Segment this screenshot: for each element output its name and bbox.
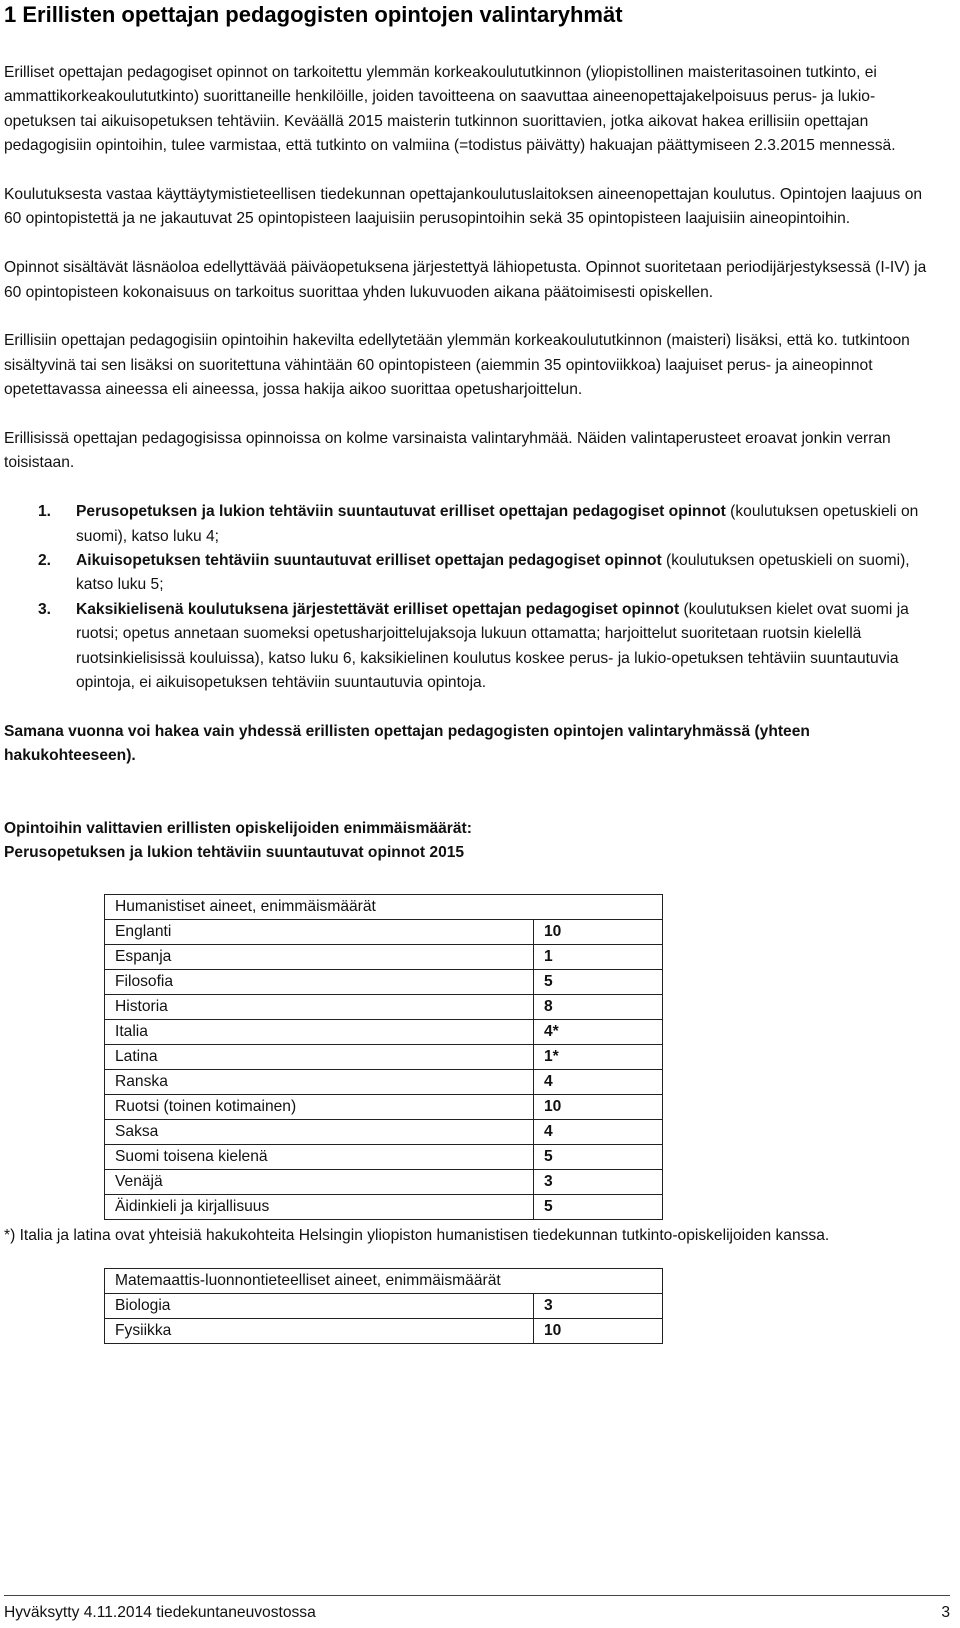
table-row (105, 1094, 663, 1119)
page-number: 3 (941, 1604, 950, 1621)
count-cell: 5 (534, 969, 663, 994)
table-header-row (105, 1268, 663, 1293)
table-row (105, 1169, 663, 1194)
humanities-quota-table (104, 894, 663, 1220)
subject-cell: Biologia (105, 1293, 534, 1318)
quota-heading-line-2: Perusopetuksen ja lukion tehtäviin suuntautuvat opinnot 2015 (4, 844, 465, 862)
group-description: (koulutuksen opetuskieli on suomi), katso luku 4; (76, 503, 919, 545)
group-name: Kaksikielisenä koulutuksena järjestettävät erilliset opettajan pedagogiset opinnot (76, 600, 680, 618)
group-name: Aikuisopetuksen tehtäviin suuntautuvat erilliset opettajan pedagogiset opinnot (76, 552, 662, 570)
table-row (105, 994, 663, 1019)
table-row (105, 1194, 663, 1219)
list-number: 1. (38, 503, 52, 521)
group-description: (koulutuksen kielet ovat suomi ja ruotsi; opetus annetaan suomeksi opetusharjoittelujaksoja lukuun ottamatta; harjoittelut suoritetaan ruotsin kielellä ruotsinkielisissä kouluissa), katso luku 6, kaksikielinen koulutus koskee perus- ja lukio-opetuksen tehtäviin suuntautuvia opintoja, ei aikuisopetuksen tehtäviin suuntautuvia opintoja. (76, 600, 909, 692)
table-row (105, 1044, 663, 1069)
count-cell: 10 (534, 919, 663, 944)
subject-cell: Filosofia (105, 969, 534, 994)
paragraph: Opinnot sisältävät läsnäoloa edellyttävää päiväopetuksena järjestettyä lähiopetusta. Opinnot suoritetaan periodijärjestyksessä (I-IV) ja 60 opintopisteen kokonaisuus on tarkoitus suorittaa yhden lukuvuoden aikana päätoimisesti opiskellen. (4, 259, 927, 301)
paragraph: Koulutuksesta vastaa käyttäytymistieteellisen tiedekunnan opettajankoulutuslaitoksen aineenopettajan koulutus. Opintojen laajuus on 60 opintopistettä ja ne jakautuvat 25 opintopisteen laajuisiin perusopintoihin sekä 35 opintopisteen laajuisiin aineopintoihin. (4, 186, 923, 228)
group-name: Perusopetuksen ja lukion tehtäviin suuntautuvat erilliset opettajan pedagogiset opinnot (76, 503, 726, 521)
table-row (105, 969, 663, 994)
table-row (105, 1293, 663, 1318)
list-number: 2. (38, 552, 52, 570)
document-body (4, 61, 939, 1344)
table-row (105, 1318, 663, 1343)
selection-group-list (4, 500, 939, 695)
application-note: Samana vuonna voi hakea vain yhdessä erillisten opettajan pedagogisten opintojen valintaryhmässä (yhteen hakukohteeseen). (4, 722, 810, 765)
count-cell: 4* (534, 1019, 663, 1044)
count-cell: 8 (534, 994, 663, 1019)
paragraph: Erillisiin opettajan pedagogisiin opintoihin hakevilta edellytetään ylemmän korkeakoulututkinnon (maisteri) lisäksi, että ko. tutkintoon sisältyvinä tai sen lisäksi on suoritettuna vähintään 60 opintopisteen (aiemmin 35 opintoviikkoa) laajuiset perus- ja aineopinnot opetettavassa aineessa eli aineessa, jossa hakija aikoo suorittaa opetusharjoittelun. (4, 332, 910, 399)
table-row (105, 919, 663, 944)
count-cell: 5 (534, 1194, 663, 1219)
list-item (4, 500, 939, 549)
section-title: 1 Erillisten opettajan pedagogisten opintojen valintaryhmät (4, 2, 623, 27)
subject-cell: Fysiikka (105, 1318, 534, 1343)
table-header: Matemaattis-luonnontieteelliset aineet, enimmäismäärät (105, 1268, 663, 1293)
subject-cell: Ruotsi (toinen kotimainen) (105, 1094, 534, 1119)
subject-cell: Äidinkieli ja kirjallisuus (105, 1194, 534, 1219)
table-header-row (105, 894, 663, 919)
count-cell: 5 (534, 1144, 663, 1169)
subject-cell: Englanti (105, 919, 534, 944)
count-cell: 4 (534, 1069, 663, 1094)
subject-cell: Venäjä (105, 1169, 534, 1194)
approval-note: Hyväksytty 4.11.2014 tiedekuntaneuvostossa (4, 1604, 316, 1621)
table-row (105, 1019, 663, 1044)
quota-heading-line-1: Opintoihin valittavien erillisten opiskelijoiden enimmäismäärät: (4, 819, 472, 837)
page-footer (4, 1595, 950, 1622)
table-row (105, 944, 663, 969)
subject-cell: Espanja (105, 944, 534, 969)
science-quota-table (104, 1268, 663, 1344)
list-item (4, 598, 939, 696)
table-row (105, 1119, 663, 1144)
count-cell: 1 (534, 944, 663, 969)
count-cell: 1* (534, 1044, 663, 1069)
subject-cell: Latina (105, 1044, 534, 1069)
subject-cell: Ranska (105, 1069, 534, 1094)
subject-cell: Suomi toisena kielenä (105, 1144, 534, 1169)
list-number: 3. (38, 600, 52, 618)
paragraph: Erilliset opettajan pedagogiset opinnot on tarkoitettu ylemmän korkeakoulututkinnon (yliopistollinen maisteritasoinen tutkinto, ei ammattikorkeakoulututkinto) suorittaneille henkilöille, joiden tavoitteena on saavuttaa aineenopettajakelpoisuus perus- ja lukio-opetuksen tai aikuisopetuksen tehtäviin. Keväällä 2015 maisterin tutkinnon suorittavien, jotka aikovat hakea erillisiin opettajan pedagogisiin opintoihin, tulee varmistaa, että tutkinto on valmiina (=todistus päivätty) hakuajan päättymiseen 2.3.2015 mennessä. (4, 64, 896, 155)
list-item (4, 549, 939, 598)
count-cell: 3 (534, 1293, 663, 1318)
paragraph: Erillisissä opettajan pedagogisissa opinnoissa on kolme varsinaista valintaryhmää. Näiden valintaperusteet eroavat jonkin verran toisistaan. (4, 430, 891, 472)
count-cell: 10 (534, 1318, 663, 1343)
count-cell: 4 (534, 1119, 663, 1144)
group-description: (koulutuksen opetuskieli on suomi), katso luku 5; (76, 552, 910, 594)
count-cell: 10 (534, 1094, 663, 1119)
subject-cell: Italia (105, 1019, 534, 1044)
subject-cell: Saksa (105, 1119, 534, 1144)
table-row (105, 1144, 663, 1169)
table-header: Humanistiset aineet, enimmäismäärät (105, 894, 663, 919)
table-row (105, 1069, 663, 1094)
count-cell: 3 (534, 1169, 663, 1194)
subject-cell: Historia (105, 994, 534, 1019)
table-footnote: *) Italia ja latina ovat yhteisiä hakukohteita Helsingin yliopiston humanistisen tiedekunnan tutkinto-opiskelijoiden kanssa. (4, 1226, 830, 1244)
quota-heading (4, 817, 939, 866)
